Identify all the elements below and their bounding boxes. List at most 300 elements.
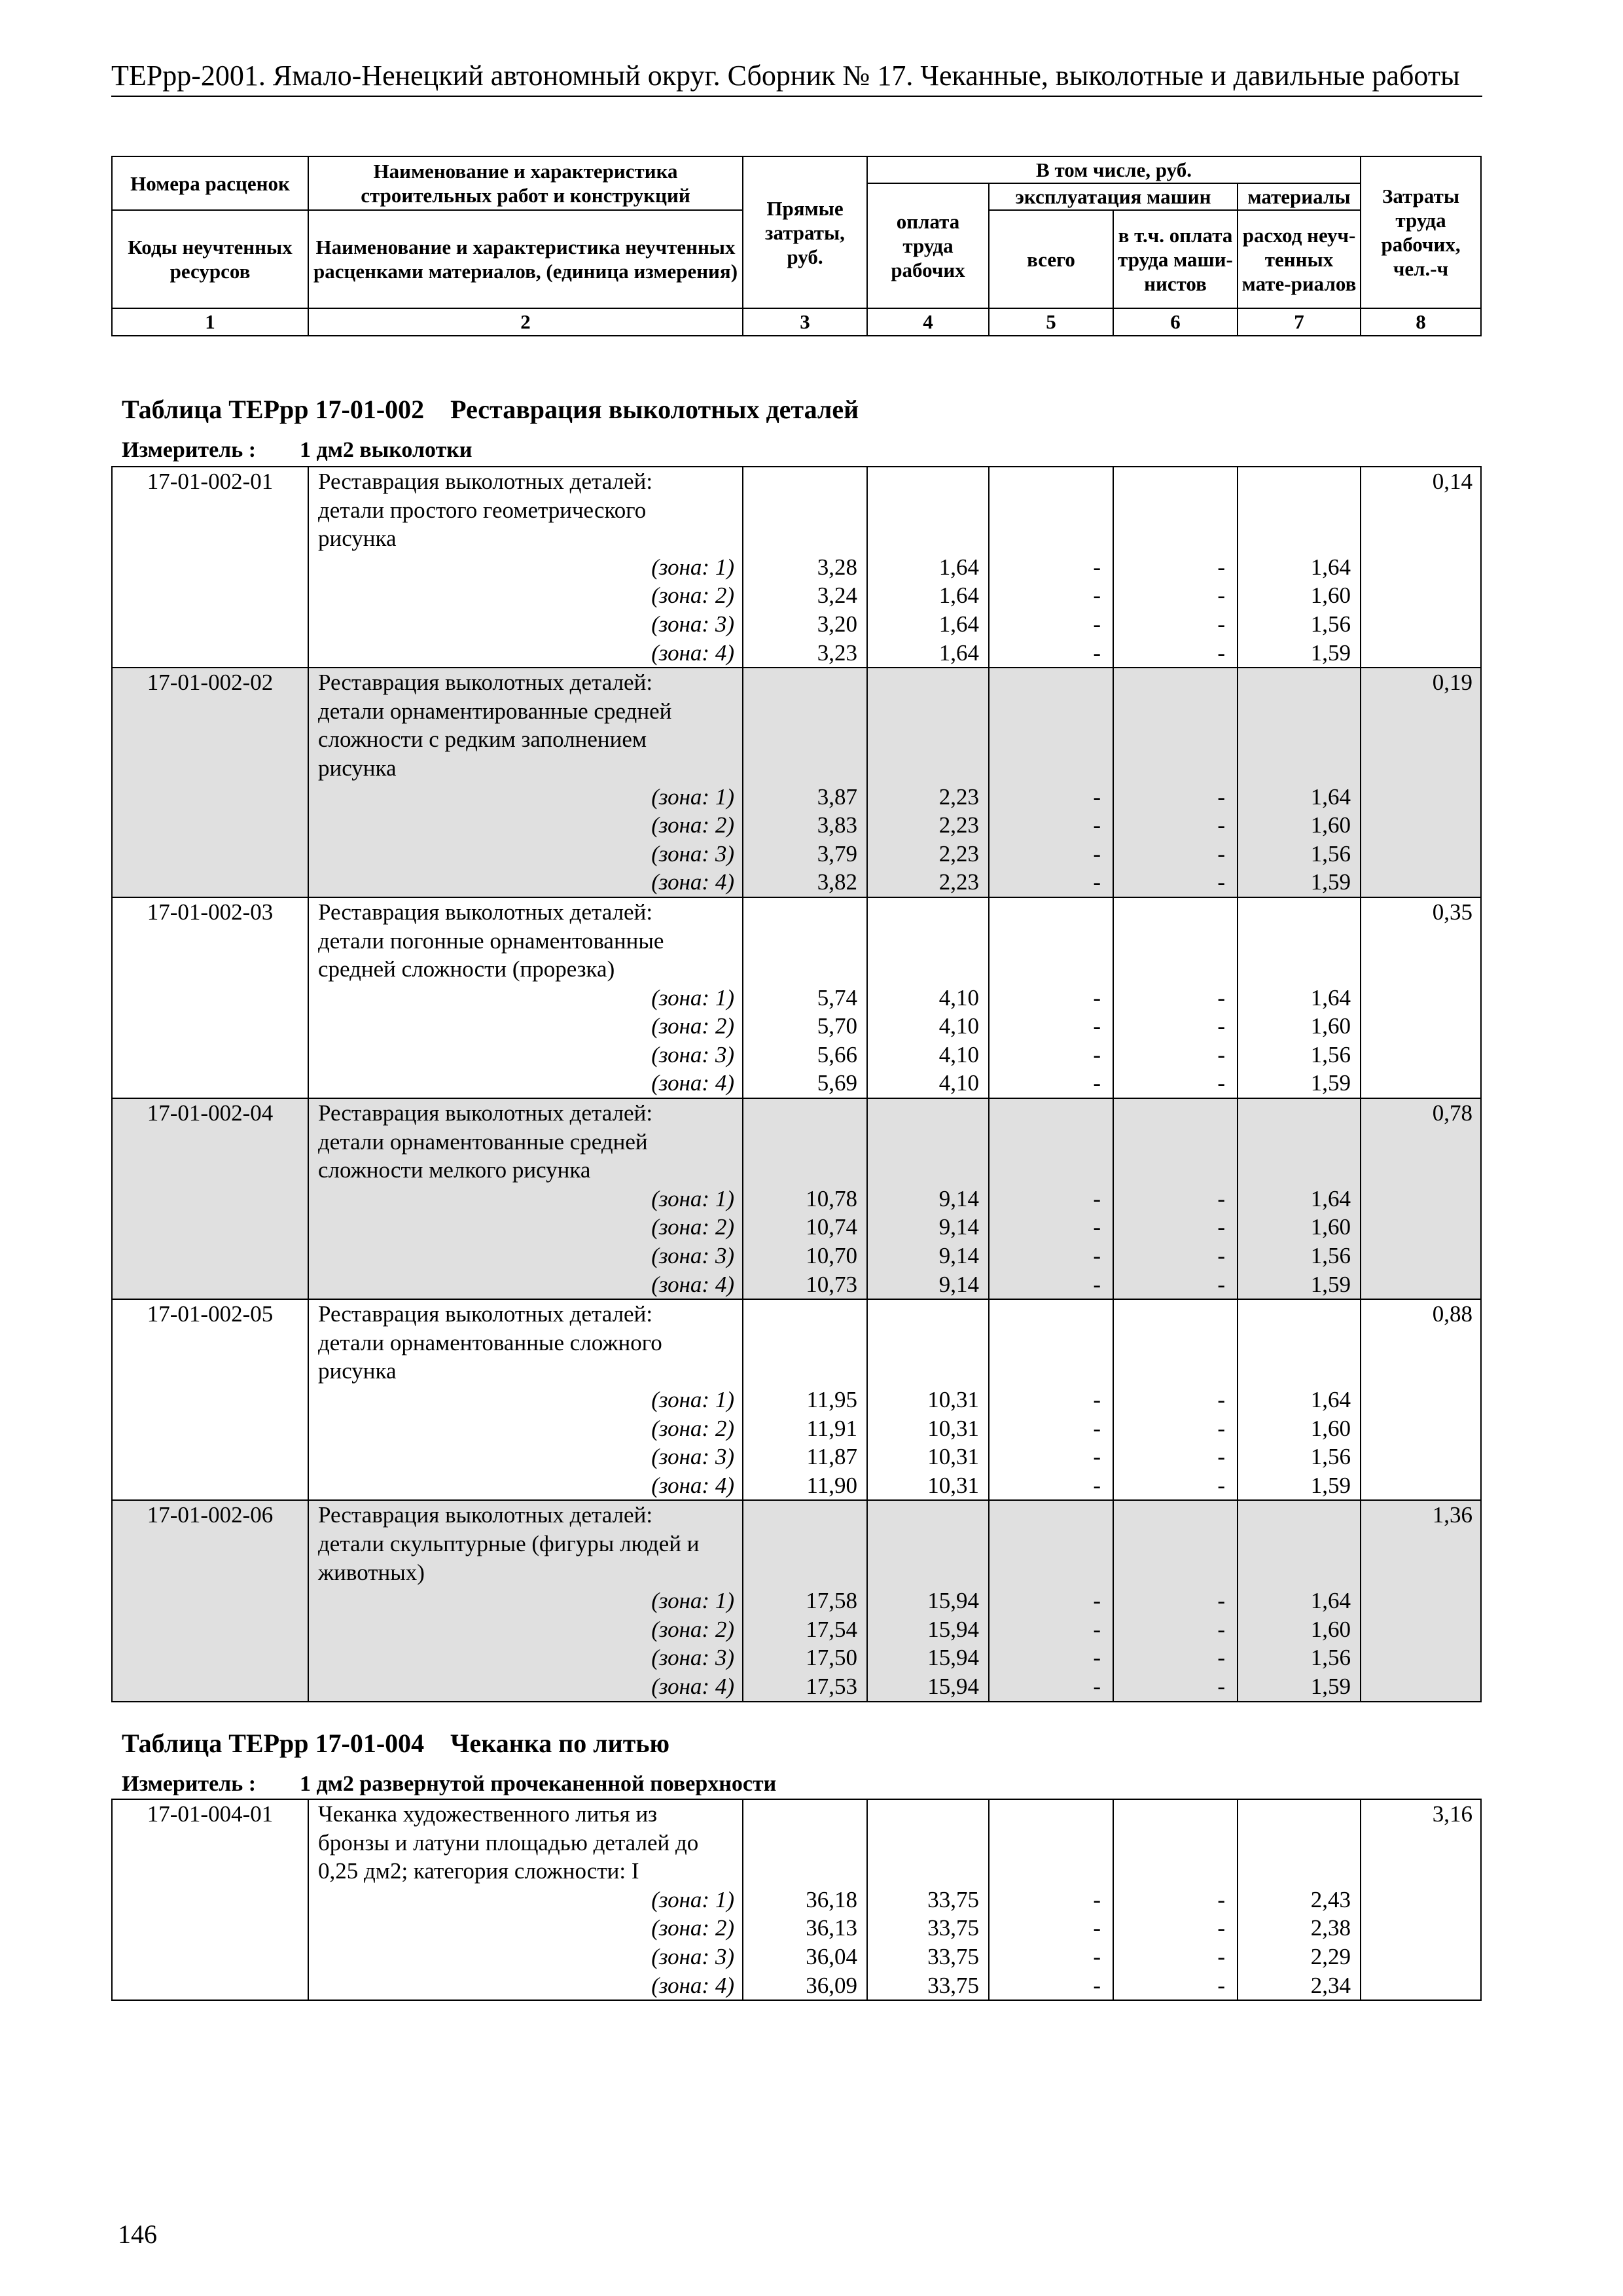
- direct-costs-value: 36,04: [806, 1943, 857, 1969]
- spacer-line: [743, 697, 866, 726]
- machinist-wages-value: -: [1217, 1972, 1225, 1998]
- machines-total-value: -: [1093, 1943, 1101, 1969]
- wages-value: 10,31: [927, 1415, 979, 1441]
- wages-value: 4,10: [938, 984, 979, 1011]
- materials-value: 1,60: [1310, 1616, 1351, 1642]
- materials-cell: [1238, 1098, 1361, 1299]
- zone-label: (зона: 1): [651, 1588, 734, 1614]
- column-number: 6: [1113, 308, 1238, 336]
- zone-label: (зона: 4): [651, 1673, 734, 1699]
- machines-total-value: -: [1093, 1645, 1101, 1671]
- rate-code-cell: [112, 668, 308, 897]
- description-cell: [308, 1299, 743, 1500]
- direct-costs-value: 10,78: [806, 1185, 857, 1211]
- spacer-line: [1238, 754, 1360, 783]
- machinist-wages-value: -: [1217, 1444, 1225, 1470]
- machines-total-value: -: [1093, 1041, 1101, 1067]
- machines-total-value: -: [1093, 1472, 1101, 1498]
- measure-line: [122, 1771, 776, 1797]
- direct-costs-value: 11,95: [806, 1387, 857, 1412]
- spacer-line: [990, 668, 1113, 697]
- spacer-line: [868, 1357, 988, 1386]
- machines-total-value: -: [1093, 554, 1101, 580]
- description-line: Реставрация выколотных деталей:: [318, 469, 653, 494]
- direct-costs-value: 3,82: [817, 869, 857, 895]
- spacer-line: [990, 524, 1113, 553]
- table-title-name: Реставрация выколотных деталей: [450, 395, 859, 424]
- machines-total-value: -: [1093, 1444, 1101, 1470]
- spacer-line: [1114, 467, 1237, 496]
- materials-cell: [1238, 668, 1361, 897]
- measure-value: 1 дм2 развернутой прочеканенной поверхности: [300, 1772, 777, 1796]
- spacer-line: [1238, 1329, 1360, 1357]
- spacer-line: [743, 496, 866, 525]
- zone-label: (зона: 3): [651, 1243, 734, 1269]
- wages-value: 2,23: [938, 812, 979, 838]
- zone-label: (зона: 1): [651, 554, 734, 580]
- spacer-line: [1238, 1857, 1360, 1886]
- materials-value: 1,56: [1310, 1243, 1351, 1269]
- spacer-line: [990, 927, 1113, 956]
- description-line: бронзы и латуни площадью деталей до: [318, 1829, 699, 1856]
- column-number: 8: [1361, 308, 1481, 336]
- direct-costs-value: 5,70: [817, 1013, 857, 1039]
- spacer-line: [743, 1099, 866, 1128]
- page-number: 146: [118, 2219, 157, 2249]
- direct-costs-cell: [743, 1799, 867, 2000]
- zone-label: (зона: 1): [651, 1886, 734, 1912]
- description-line: детали простого геометрического: [318, 497, 647, 523]
- zone-label: (зона: 3): [651, 840, 734, 867]
- rates-table-17-01-004: [111, 1799, 1482, 2001]
- rates-table-17-01-002: [111, 466, 1482, 1702]
- direct-costs-value: 3,23: [817, 639, 857, 666]
- spacer-line: [1238, 927, 1360, 956]
- wages-value: 33,75: [927, 1943, 979, 1969]
- wages-value: 1,64: [938, 611, 979, 637]
- wages-value: 2,23: [938, 840, 979, 867]
- spacer-line: [868, 754, 988, 783]
- spacer-line: [1238, 697, 1360, 726]
- header-wages: оплата труда рабочих: [867, 183, 989, 308]
- spacer-line: [1114, 1329, 1237, 1357]
- spacer-line: [868, 1099, 988, 1128]
- measure-label: Измеритель :: [122, 438, 257, 462]
- wages-value: 9,14: [938, 1214, 979, 1240]
- spacer-line: [1114, 754, 1237, 783]
- description-cell: [308, 1500, 743, 1701]
- machinist-wages-value: -: [1217, 1415, 1225, 1441]
- spacer-line: [1238, 1099, 1360, 1128]
- description-line: сложности мелкого рисунка: [318, 1157, 591, 1183]
- wages-cell: [867, 1500, 989, 1701]
- labor-costs-cell: [1361, 1098, 1481, 1299]
- machines-total-value: -: [1093, 639, 1101, 666]
- labor-costs-value: 0,19: [1432, 670, 1472, 696]
- direct-costs-value: 10,74: [806, 1214, 857, 1240]
- spacer-line: [990, 1530, 1113, 1558]
- spacer-line: [743, 1800, 866, 1829]
- machines-total-cell: [989, 1500, 1113, 1701]
- machinist-wages-value: -: [1217, 1588, 1225, 1614]
- header-machinist-wages: в т.ч. оплата труда маши-нистов: [1113, 210, 1238, 308]
- spacer-line: [743, 1357, 866, 1386]
- direct-costs-value: 11,91: [806, 1415, 857, 1441]
- direct-costs-cell: [743, 668, 867, 897]
- rate-code-cell: [112, 1299, 308, 1500]
- spacer-line: [1114, 725, 1237, 754]
- spacer-line: [868, 1501, 988, 1530]
- spacer-line: [743, 1156, 866, 1185]
- rate-code-cell: [112, 897, 308, 1098]
- materials-value: 1,60: [1310, 812, 1351, 838]
- machines-total-value: -: [1093, 1972, 1101, 1998]
- materials-value: 1,60: [1310, 1214, 1351, 1240]
- machinist-wages-value: -: [1217, 1915, 1225, 1941]
- description-line: детали скульптурные (фигуры людей и: [318, 1530, 700, 1556]
- header-resource-codes: Коды неучтенных ресурсов: [112, 210, 308, 308]
- column-number: 4: [867, 308, 989, 336]
- spacer-line: [990, 1558, 1113, 1587]
- spacer-line: [1114, 1829, 1237, 1857]
- zone-label: (зона: 2): [651, 812, 734, 838]
- machinist-wages-value: -: [1217, 1616, 1225, 1642]
- labor-costs-value: 3,16: [1432, 1801, 1472, 1827]
- materials-value: 2,29: [1310, 1943, 1351, 1969]
- machinist-wages-value: -: [1217, 840, 1225, 867]
- zone-label: (зона: 2): [651, 1013, 734, 1039]
- machinist-wages-value: -: [1217, 639, 1225, 666]
- table-title-code: Таблица ТЕРрр 17-01-002: [122, 395, 425, 424]
- spacer-line: [868, 1156, 988, 1185]
- spacer-line: [1114, 1300, 1237, 1329]
- materials-value: 1,64: [1310, 984, 1351, 1011]
- machines-total-value: -: [1093, 812, 1101, 838]
- materials-cell: [1238, 1799, 1361, 2000]
- spacer-line: [1238, 496, 1360, 525]
- header-rate-numbers: Номера расценок: [112, 156, 308, 210]
- machinist-wages-value: -: [1217, 1013, 1225, 1039]
- machinist-wages-cell: [1113, 1799, 1238, 2000]
- materials-value: 1,56: [1310, 840, 1351, 867]
- direct-costs-cell: [743, 1098, 867, 1299]
- direct-costs-value: 10,70: [806, 1243, 857, 1269]
- direct-costs-value: 11,90: [806, 1472, 857, 1498]
- rate-code: 17-01-002-01: [147, 469, 274, 494]
- spacer-line: [990, 754, 1113, 783]
- description-line: рисунка: [318, 526, 397, 552]
- wages-value: 9,14: [938, 1185, 979, 1211]
- column-number: 3: [743, 308, 867, 336]
- machines-total-value: -: [1093, 840, 1101, 867]
- table-title: [122, 1728, 669, 1759]
- column-header-table: [111, 156, 1482, 336]
- zone-label: (зона: 1): [651, 984, 734, 1011]
- materials-value: 2,34: [1310, 1972, 1351, 1998]
- zone-label: (зона: 2): [651, 1415, 734, 1441]
- spacer-line: [1114, 1558, 1237, 1587]
- spacer-line: [868, 955, 988, 984]
- machines-total-cell: [989, 1299, 1113, 1500]
- zone-label: (зона: 4): [651, 639, 734, 666]
- table-row: [112, 1299, 1481, 1500]
- spacer-line: [1114, 524, 1237, 553]
- machinist-wages-value: -: [1217, 1472, 1225, 1498]
- spacer-line: [1238, 1300, 1360, 1329]
- wages-value: 33,75: [927, 1915, 979, 1941]
- spacer-line: [743, 1558, 866, 1587]
- direct-costs-value: 5,69: [817, 1070, 857, 1096]
- machinist-wages-cell: [1113, 897, 1238, 1098]
- rate-code: 17-01-002-05: [147, 1301, 274, 1327]
- spacer-line: [1114, 955, 1237, 984]
- spacer-line: [868, 898, 988, 927]
- wages-cell: [867, 1098, 989, 1299]
- wages-cell: [867, 1299, 989, 1500]
- spacer-line: [1114, 1800, 1237, 1829]
- labor-costs-value: 0,88: [1432, 1301, 1472, 1327]
- spacer-line: [990, 467, 1113, 496]
- spacer-line: [868, 1300, 988, 1329]
- spacer-line: [743, 898, 866, 927]
- materials-value: 1,64: [1310, 554, 1351, 580]
- wages-cell: [867, 897, 989, 1098]
- spacer-line: [990, 1501, 1113, 1530]
- spacer-line: [990, 1128, 1113, 1157]
- direct-costs-value: 5,66: [817, 1041, 857, 1067]
- labor-costs-value: 0,14: [1432, 469, 1472, 494]
- materials-value: 1,59: [1310, 1271, 1351, 1297]
- materials-value: 1,56: [1310, 611, 1351, 637]
- spacer-line: [1114, 697, 1237, 726]
- rate-code-cell: [112, 1799, 308, 2000]
- machines-total-cell: [989, 1098, 1113, 1299]
- direct-costs-value: 3,79: [817, 840, 857, 867]
- description-line: Реставрация выколотных деталей:: [318, 670, 653, 696]
- zone-label: (зона: 3): [651, 1444, 734, 1470]
- rate-code: 17-01-002-04: [147, 1100, 274, 1126]
- zone-label: (зона: 2): [651, 583, 734, 609]
- spacer-line: [868, 725, 988, 754]
- materials-value: 1,64: [1310, 1387, 1351, 1412]
- measure-line: [122, 437, 472, 463]
- machinist-wages-cell: [1113, 467, 1238, 668]
- machines-total-value: -: [1093, 1673, 1101, 1699]
- wages-value: 9,14: [938, 1243, 979, 1269]
- wages-value: 2,23: [938, 869, 979, 895]
- description-cell: [308, 1098, 743, 1299]
- materials-value: 1,59: [1310, 1673, 1351, 1699]
- spacer-line: [743, 1829, 866, 1857]
- materials-value: 1,59: [1310, 1472, 1351, 1498]
- spacer-line: [743, 754, 866, 783]
- spacer-line: [990, 1099, 1113, 1128]
- zone-label: (зона: 3): [651, 1645, 734, 1671]
- zone-label: (зона: 4): [651, 1070, 734, 1096]
- zone-label: (зона: 2): [651, 1214, 734, 1240]
- machines-total-value: -: [1093, 1387, 1101, 1412]
- machines-total-cell: [989, 1799, 1113, 2000]
- machines-total-value: -: [1093, 783, 1101, 810]
- spacer-line: [743, 725, 866, 754]
- table-row: [112, 1799, 1481, 2000]
- materials-value: 1,59: [1310, 869, 1351, 895]
- machines-total-value: -: [1093, 1070, 1101, 1096]
- wages-value: 15,94: [927, 1616, 979, 1642]
- machines-total-value: -: [1093, 1915, 1101, 1941]
- direct-costs-cell: [743, 897, 867, 1098]
- spacer-line: [1238, 467, 1360, 496]
- spacer-line: [1238, 955, 1360, 984]
- header-including: В том числе, руб.: [867, 156, 1361, 183]
- machines-total-value: -: [1093, 1588, 1101, 1614]
- description-line: Реставрация выколотных деталей:: [318, 899, 653, 925]
- zone-label: (зона: 4): [651, 1271, 734, 1297]
- zone-label: (зона: 3): [651, 1943, 734, 1969]
- header-direct-costs: Прямые затраты, руб.: [743, 156, 867, 308]
- spacer-line: [743, 1128, 866, 1157]
- machinist-wages-value: -: [1217, 1271, 1225, 1297]
- wages-value: 1,64: [938, 639, 979, 666]
- direct-costs-value: 3,28: [817, 554, 857, 580]
- description-line: Реставрация выколотных деталей:: [318, 1100, 653, 1126]
- description-line: 0,25 дм2; категория сложности: I: [318, 1858, 639, 1884]
- materials-cell: [1238, 1299, 1361, 1500]
- spacer-line: [743, 1300, 866, 1329]
- machinist-wages-value: -: [1217, 1185, 1225, 1211]
- labor-costs-cell: [1361, 467, 1481, 668]
- machines-total-value: -: [1093, 611, 1101, 637]
- description-cell: [308, 668, 743, 897]
- table-row: [112, 897, 1481, 1098]
- description-line: Реставрация выколотных деталей:: [318, 1301, 653, 1327]
- wages-value: 33,75: [927, 1886, 979, 1912]
- table-title: [122, 394, 859, 425]
- description-line: рисунка: [318, 1358, 397, 1384]
- zone-label: (зона: 1): [651, 1185, 734, 1211]
- machinist-wages-value: -: [1217, 583, 1225, 609]
- materials-value: 1,60: [1310, 583, 1351, 609]
- direct-costs-value: 3,83: [817, 812, 857, 838]
- description-line: средней сложности (прорезка): [318, 956, 615, 982]
- wages-value: 2,23: [938, 783, 979, 810]
- labor-costs-cell: [1361, 1500, 1481, 1701]
- spacer-line: [1114, 668, 1237, 697]
- rate-code-cell: [112, 1500, 308, 1701]
- machines-total-value: -: [1093, 1271, 1101, 1297]
- direct-costs-value: 36,09: [806, 1972, 857, 1998]
- spacer-line: [990, 898, 1113, 927]
- spacer-line: [1238, 898, 1360, 927]
- column-number: 1: [112, 308, 308, 336]
- machines-total-value: -: [1093, 583, 1101, 609]
- spacer-line: [868, 1530, 988, 1558]
- direct-costs-cell: [743, 467, 867, 668]
- spacer-line: [1238, 1829, 1360, 1857]
- labor-costs-cell: [1361, 1799, 1481, 2000]
- spacer-line: [743, 955, 866, 984]
- materials-value: 1,60: [1310, 1013, 1351, 1039]
- spacer-line: [743, 524, 866, 553]
- spacer-line: [1238, 1800, 1360, 1829]
- machines-total-cell: [989, 668, 1113, 897]
- description-line: детали орнаментированные средней: [318, 698, 672, 724]
- table-row: [112, 668, 1481, 897]
- direct-costs-value: 17,54: [806, 1616, 857, 1642]
- materials-cell: [1238, 467, 1361, 668]
- header-unaccounted-materials: расход неуч-тенных мате-риалов: [1238, 210, 1361, 308]
- spacer-line: [990, 1829, 1113, 1857]
- materials-value: 1,64: [1310, 783, 1351, 810]
- wages-value: 9,14: [938, 1271, 979, 1297]
- table-row: [112, 1098, 1481, 1299]
- machinist-wages-value: -: [1217, 554, 1225, 580]
- spacer-line: [1238, 725, 1360, 754]
- spacer-line: [1114, 1156, 1237, 1185]
- spacer-line: [868, 467, 988, 496]
- wages-value: 10,31: [927, 1472, 979, 1498]
- spacer-line: [743, 927, 866, 956]
- labor-costs-cell: [1361, 1299, 1481, 1500]
- spacer-line: [1238, 1530, 1360, 1558]
- spacer-line: [1238, 668, 1360, 697]
- column-number: 5: [989, 308, 1113, 336]
- machines-total-value: -: [1093, 1013, 1101, 1039]
- direct-costs-value: 17,50: [806, 1645, 857, 1671]
- column-number: 7: [1238, 308, 1361, 336]
- machinist-wages-value: -: [1217, 1214, 1225, 1240]
- rate-code-cell: [112, 1098, 308, 1299]
- rate-code: 17-01-004-01: [147, 1801, 274, 1827]
- spacer-line: [743, 1501, 866, 1530]
- spacer-line: [1238, 1501, 1360, 1530]
- machines-total-cell: [989, 897, 1113, 1098]
- spacer-line: [868, 1558, 988, 1587]
- direct-costs-value: 5,74: [817, 984, 857, 1011]
- description-line: рисунка: [318, 755, 397, 781]
- materials-value: 1,56: [1310, 1041, 1351, 1067]
- direct-costs-value: 36,18: [806, 1886, 857, 1912]
- spacer-line: [743, 467, 866, 496]
- measure-value: 1 дм2 выколотки: [300, 438, 473, 462]
- direct-costs-value: 3,20: [817, 611, 857, 637]
- labor-costs-value: 1,36: [1432, 1502, 1472, 1528]
- table-title-code: Таблица ТЕРрр 17-01-004: [122, 1729, 425, 1758]
- materials-value: 1,60: [1310, 1415, 1351, 1441]
- spacer-line: [1114, 1530, 1237, 1558]
- materials-value: 1,56: [1310, 1444, 1351, 1470]
- spacer-line: [1238, 524, 1360, 553]
- machinist-wages-value: -: [1217, 812, 1225, 838]
- description-cell: [308, 897, 743, 1098]
- spacer-line: [743, 668, 866, 697]
- machines-total-value: -: [1093, 984, 1101, 1011]
- direct-costs-cell: [743, 1500, 867, 1701]
- description-line: детали орнаментованные средней: [318, 1128, 648, 1155]
- direct-costs-cell: [743, 1299, 867, 1500]
- description-cell: [308, 467, 743, 668]
- machines-total-value: -: [1093, 1616, 1101, 1642]
- spacer-line: [990, 1300, 1113, 1329]
- direct-costs-value: 17,58: [806, 1588, 857, 1614]
- spacer-line: [1114, 1099, 1237, 1128]
- header-work-name: Наименование и характеристика строительных работ и конструкций: [308, 156, 743, 210]
- direct-costs-value: 10,73: [806, 1271, 857, 1297]
- direct-costs-value: 36,13: [806, 1915, 857, 1941]
- machines-total-value: -: [1093, 869, 1101, 895]
- materials-value: 1,64: [1310, 1185, 1351, 1211]
- zone-label: (зона: 4): [651, 1972, 734, 1998]
